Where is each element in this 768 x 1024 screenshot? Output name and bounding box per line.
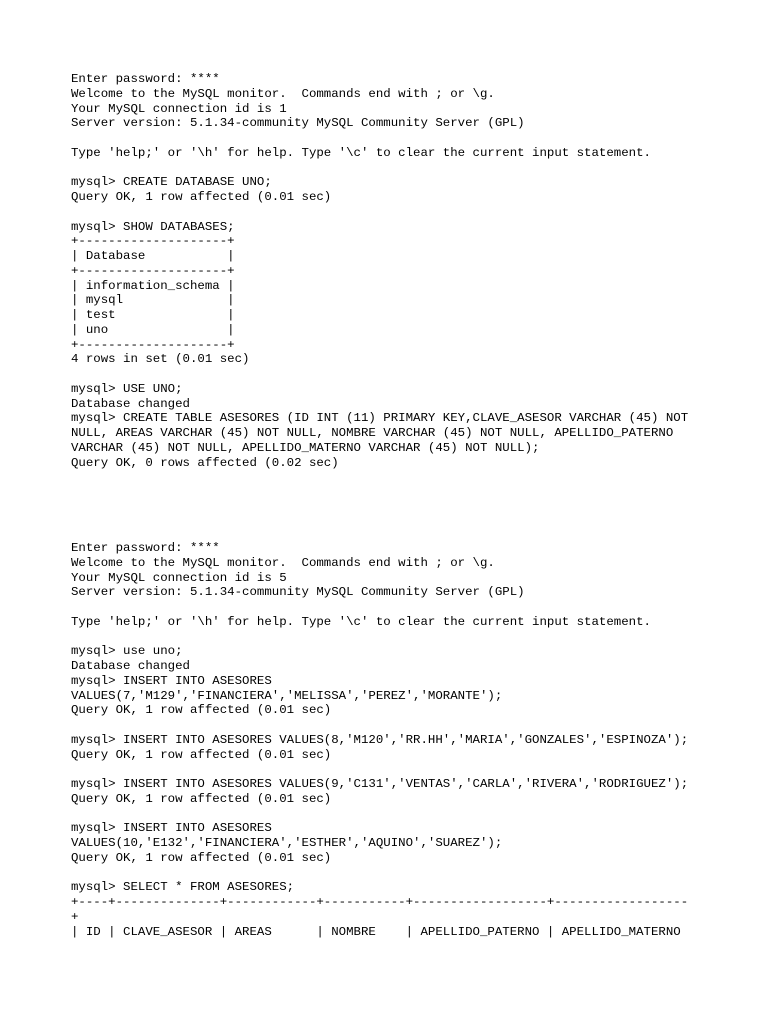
console-line bbox=[71, 807, 688, 822]
console-line: Enter password: **** bbox=[71, 72, 220, 86]
console-line: Your MySQL connection id is 1 bbox=[71, 101, 287, 116]
console-line: Query OK, 1 row affected (0.01 sec) bbox=[71, 791, 332, 806]
console-line: mysql> CREATE TABLE ASESORES (ID INT (11) PRIMARY KEY,CLAVE_ASESOR VARCHAR (45) NOT bbox=[71, 411, 689, 426]
console-line bbox=[71, 866, 688, 881]
console-line: Server version: 5.1.34-community MySQL Community Server (GPL) bbox=[71, 116, 525, 131]
console-line: Type 'help;' or '\h' for help. Type '\c' to clear the current input statement. bbox=[71, 614, 651, 629]
console-line: +--------------------+ bbox=[71, 234, 235, 249]
console-line: mysql> INSERT INTO ASESORES bbox=[71, 821, 272, 836]
console-line: Your MySQL connection id is 5 bbox=[71, 570, 287, 585]
console-line: 4 rows in set (0.01 sec) bbox=[71, 352, 250, 367]
console-line: mysql> SHOW DATABASES; bbox=[71, 219, 235, 234]
console-line: Query OK, 1 row affected (0.01 sec) bbox=[71, 747, 332, 762]
console-line: mysql> USE UNO; bbox=[71, 381, 183, 396]
console-line: +--------------------+ bbox=[71, 263, 235, 278]
console-line: + bbox=[71, 909, 79, 924]
mysql-session-2 bbox=[71, 541, 688, 939]
console-line: mysql> SELECT * FROM ASESORES; bbox=[71, 880, 295, 895]
console-line: | test | bbox=[71, 308, 235, 322]
console-line: +----+--------------+------------+-----------+------------------+------------------ bbox=[71, 895, 689, 909]
console-line: Welcome to the MySQL monitor. Commands end with ; or \g. bbox=[71, 555, 495, 570]
console-line: Database changed bbox=[71, 659, 190, 673]
console-line bbox=[71, 161, 688, 176]
console-line bbox=[71, 718, 688, 733]
console-line: | ID | CLAVE_ASESOR | AREAS | NOMBRE | APELLIDO_PATERNO | APELLIDO_MATERNO bbox=[71, 924, 681, 939]
console-line: Database changed bbox=[71, 396, 190, 411]
console-line: | information_schema | bbox=[71, 278, 235, 293]
console-line: NULL, AREAS VARCHAR (45) NOT NULL, NOMBRE VARCHAR (45) NOT NULL, APELLIDO_PATERNO bbox=[71, 426, 674, 440]
console-line bbox=[71, 131, 688, 146]
console-line: Type 'help;' or '\h' for help. Type '\c' to clear the current input statement. bbox=[71, 145, 651, 160]
console-line: | Database | bbox=[71, 249, 235, 263]
console-line: Query OK, 1 row affected (0.01 sec) bbox=[71, 850, 332, 865]
console-line: Query OK, 1 row affected (0.01 sec) bbox=[71, 703, 332, 718]
console-line bbox=[71, 630, 688, 645]
console-line: mysql> INSERT INTO ASESORES VALUES(9,'C131','VENTAS','CARLA','RIVERA','RODRIGUEZ'); bbox=[71, 777, 689, 791]
console-line: +--------------------+ bbox=[71, 337, 235, 352]
console-line bbox=[71, 600, 688, 615]
mysql-session-1 bbox=[71, 72, 688, 470]
console-line: mysql> INSERT INTO ASESORES VALUES(8,'M120','RR.HH','MARIA','GONZALES','ESPINOZA'); bbox=[71, 732, 689, 747]
console-line: Query OK, 0 rows affected (0.02 sec) bbox=[71, 455, 339, 470]
console-line: Enter password: **** bbox=[71, 541, 220, 555]
console-line bbox=[71, 205, 688, 220]
console-line: Welcome to the MySQL monitor. Commands end with ; or \g. bbox=[71, 86, 495, 101]
console-line: mysql> INSERT INTO ASESORES bbox=[71, 673, 272, 688]
console-line: | uno | bbox=[71, 322, 235, 337]
console-line: Server version: 5.1.34-community MySQL Community Server (GPL) bbox=[71, 585, 525, 600]
console-line: mysql> use uno; bbox=[71, 644, 183, 659]
console-line bbox=[71, 367, 688, 382]
console-line: VARCHAR (45) NOT NULL, APELLIDO_MATERNO VARCHAR (45) NOT NULL); bbox=[71, 440, 540, 455]
console-line: mysql> CREATE DATABASE UNO; bbox=[71, 175, 272, 190]
console-line: VALUES(10,'E132','FINANCIERA','ESTHER','AQUINO','SUAREZ'); bbox=[71, 836, 503, 850]
console-line: | mysql | bbox=[71, 293, 235, 308]
console-line: Query OK, 1 row affected (0.01 sec) bbox=[71, 190, 332, 204]
console-line bbox=[71, 762, 688, 777]
console-line: VALUES(7,'M129','FINANCIERA','MELISSA','PEREZ','MORANTE'); bbox=[71, 688, 503, 703]
